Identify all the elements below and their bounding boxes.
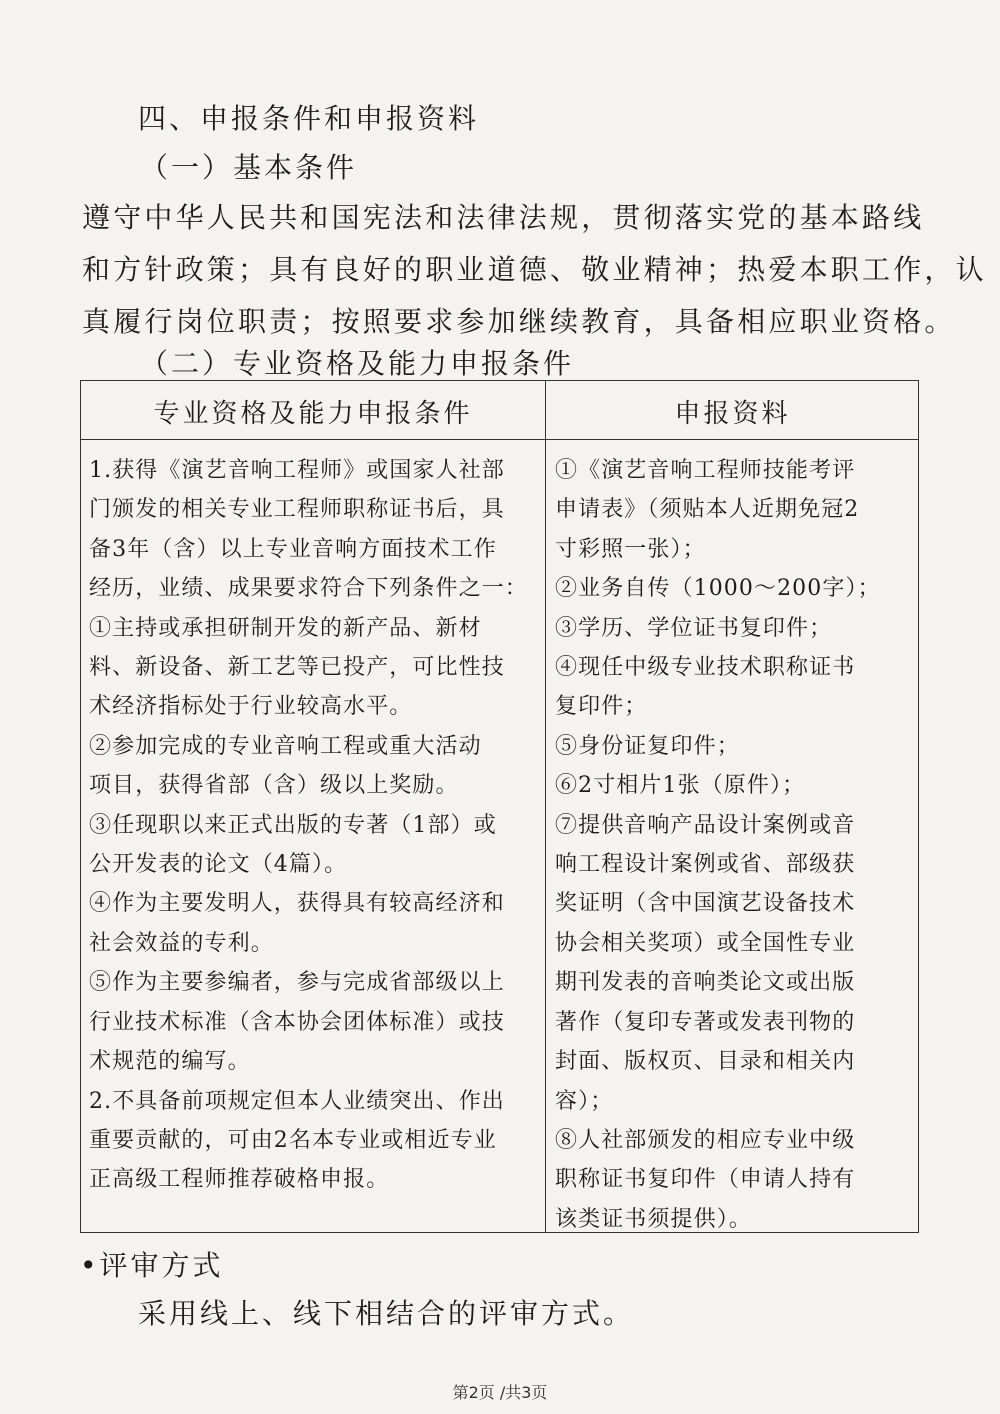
materials-line: 申请表》（须贴本人近期免冠2 <box>555 497 860 523</box>
materials-line: ④现任中级专业技术职称证书 <box>555 655 856 681</box>
materials-line: ③学历、学位证书复印件； <box>555 615 833 641</box>
conditions-line: ③任现职以来正式出版的专著（1部）或 <box>89 812 497 838</box>
materials-line: 容）； <box>555 1088 614 1114</box>
table-column-divider <box>545 381 546 1232</box>
paragraph-line: 和方针政策；具有良好的职业道德、敬业精神；热爱本职工作，认 <box>82 253 987 286</box>
materials-line: 响工程设计案例或省、部级获 <box>555 852 856 878</box>
conditions-line: 门颁发的相关专业工程师职称证书后，具 <box>89 497 505 523</box>
materials-line: ⑧人社部颁发的相应专业中级 <box>555 1127 856 1153</box>
materials-line: 奖证明（含中国演艺设备技术 <box>555 891 856 917</box>
materials-line: ②业务自传（1000～200字）； <box>555 576 881 602</box>
review-method-text: 采用线上、线下相结合的评审方式。 <box>138 1297 635 1330</box>
page-number: 第2页 /共3页 <box>452 1383 548 1402</box>
conditions-line: 备3年（含）以上专业音响方面技术工作 <box>89 536 497 562</box>
conditions-line: 料、新设备、新工艺等已投产，可比性技 <box>89 655 505 681</box>
conditions-line: 2.不具备前项规定但本人业绩突出、作出 <box>89 1088 505 1114</box>
materials-line: 寸彩照一张）； <box>555 536 706 562</box>
basic-conditions-paragraph <box>82 192 987 348</box>
paragraph-line: 真履行岗位职责；按照要求参加继续教育，具备相应职业资格。 <box>82 305 956 338</box>
conditions-line: 经历，业绩、成果要求符合下列条件之一： <box>89 576 528 602</box>
conditions-line: 社会效益的专利。 <box>89 930 274 956</box>
table-header-materials: 申报资料 <box>674 399 791 429</box>
conditions-line: 项目，获得省部（含）级以上奖励。 <box>89 773 459 799</box>
table-header-divider <box>81 439 918 440</box>
conditions-line: ②参加完成的专业音响工程或重大活动 <box>89 733 482 759</box>
conditions-line: ⑤作为主要参编者，参与完成省部级以上 <box>89 970 505 996</box>
subheading-basic-conditions: （一）基本条件 <box>140 151 358 184</box>
conditions-line: 正高级工程师推荐破格申报。 <box>89 1167 390 1193</box>
conditions-line: ④作为主要发明人，获得具有较高经济和 <box>89 891 505 917</box>
paragraph-line: 遵守中华人民共和国宪法和法律法规，贯彻落实党的基本路线 <box>82 201 925 234</box>
conditions-line: 术经济指标处于行业较高水平。 <box>89 694 413 720</box>
materials-line: ⑤身份证复印件； <box>555 733 740 759</box>
materials-line: 期刊发表的音响类论文或出版 <box>555 970 856 996</box>
materials-line: 协会相关奖项）或全国性专业 <box>555 930 856 956</box>
materials-line: ①《演艺音响工程师技能考评 <box>555 458 856 483</box>
table-header-conditions: 专业资格及能力申报条件 <box>153 399 473 429</box>
materials-line: ⑦提供音响产品设计案例或音 <box>555 812 856 838</box>
materials-line: 该类证书须提供）。 <box>555 1206 752 1232</box>
materials-cell <box>555 451 915 1239</box>
materials-line: 著作（复印专著或发表刊物的 <box>555 1009 856 1035</box>
conditions-line: 1.获得《演艺音响工程师》或国家人社部 <box>89 458 505 483</box>
review-method-heading: •评审方式 <box>80 1249 224 1282</box>
conditions-line: ①主持或承担研制开发的新产品、新材 <box>89 615 482 641</box>
materials-line: ⑥2寸相片1张（原件）； <box>555 773 806 799</box>
conditions-line: 术规范的编写。 <box>89 1049 251 1075</box>
conditions-line: 行业技术标准（含本协会团体标准）或技 <box>89 1009 505 1035</box>
subheading-qualification-conditions: （二）专业资格及能力申报条件 <box>140 347 575 380</box>
materials-line: 职称证书复印件（申请人持有 <box>555 1167 856 1193</box>
section-heading: 四、申报条件和申报资料 <box>138 102 480 135</box>
conditions-line: 公开发表的论文（4篇）。 <box>89 852 348 878</box>
materials-line: 封面、版权页、目录和相关内 <box>555 1049 856 1075</box>
conditions-line: 重要贡献的，可由2名本专业或相近专业 <box>89 1127 497 1153</box>
conditions-cell <box>89 451 539 1200</box>
requirements-table <box>80 380 919 1233</box>
materials-line: 复印件； <box>555 694 648 720</box>
